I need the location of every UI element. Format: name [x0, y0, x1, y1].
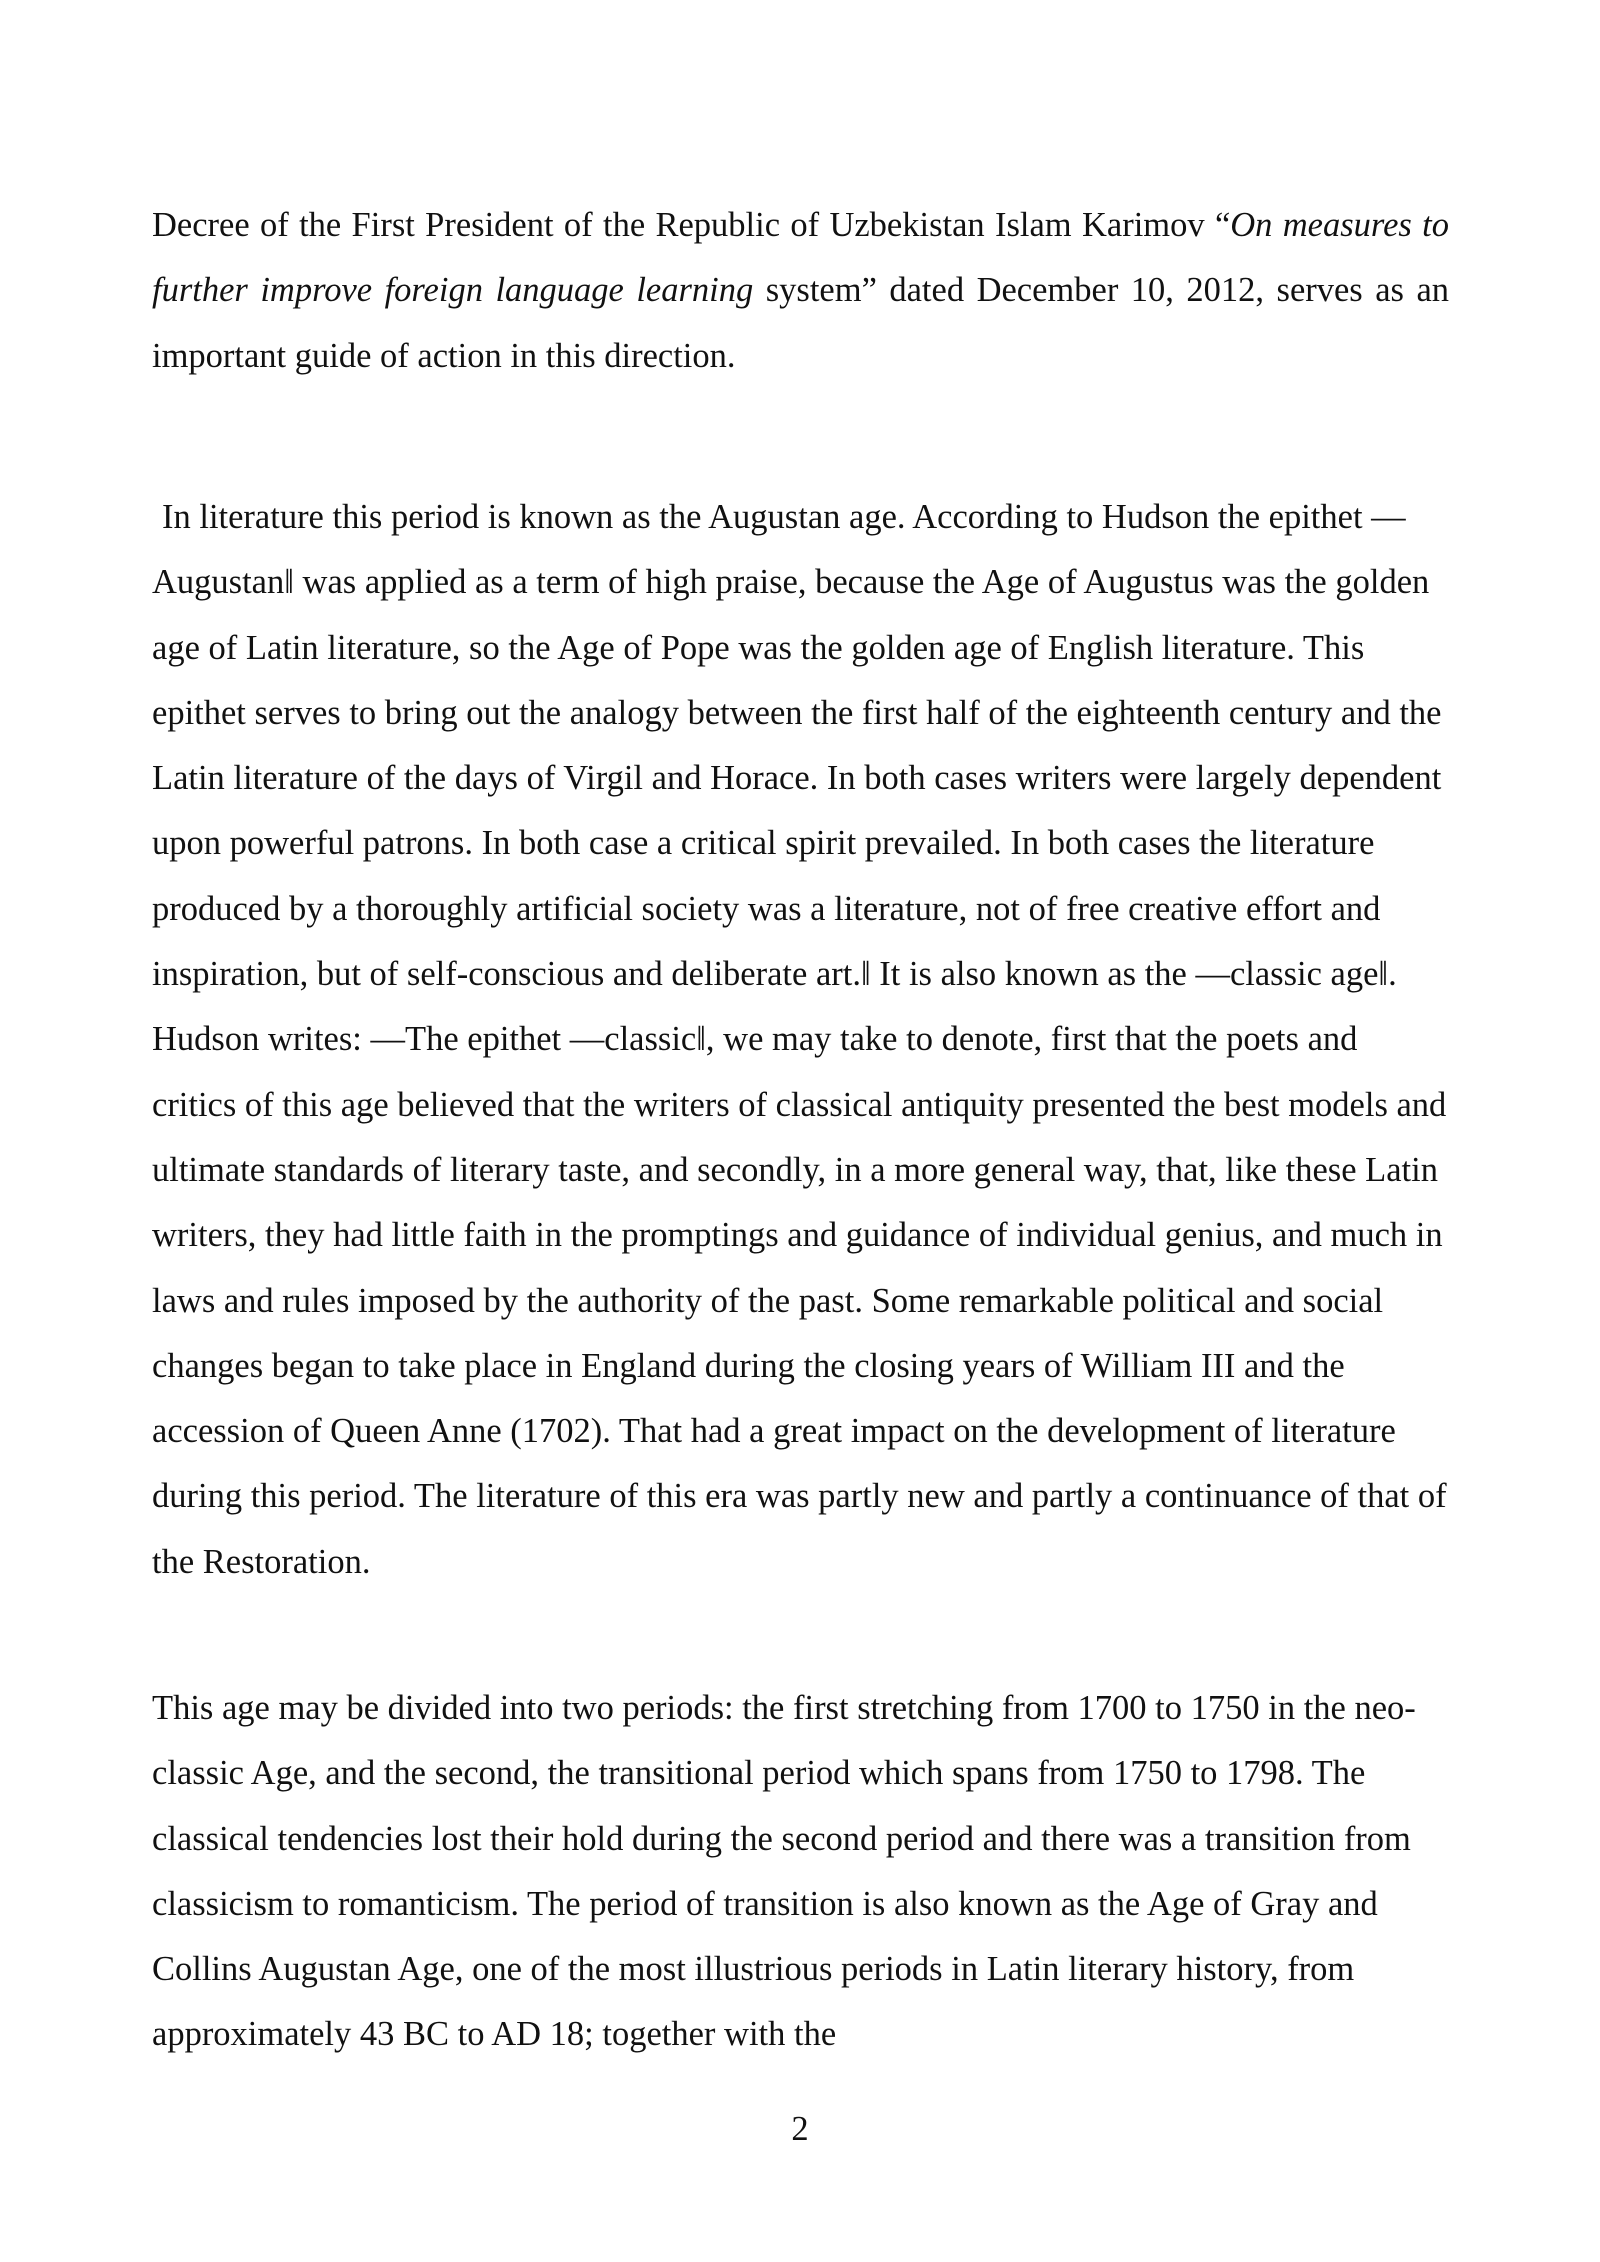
paragraph-augustan-age — [152, 485, 1449, 1595]
two-periods-text: This age may be divided into two periods: the first stretching from 1700 to 1750 in the neo-classic Age, and the second, the transitional period which spans from 1750 to 1798. The classical tendencies lost their hold during the second period and there was a transition from classicism to romanticism. The period of transition is also known as the Age of Gray and Collins Augustan Age, one of the most illustrious periods in Latin literary history, from approximately 43 BC to AD 18; together with the — [152, 1689, 1416, 2054]
page-number: 2 — [791, 2110, 809, 2148]
decree-title-italic: On measures to further improve foreign language learning — [152, 206, 1449, 310]
augustan-age-text: In literature this period is known as the Augustan age. According to Hudson the epithet —Augustan‖ was applied as a term of high praise, because the Age of Augustus was the golden age of Latin literature, so the Age of Pope was the golden age of English literature. This epithet serves to bring out the analogy between the first half of the eighteenth century and the Latin literature of the days of Virgil and Horace. In both cases writers were largely dependent upon powerful patrons. In both case a critical spirit prevailed. In both cases the literature produced by a thoroughly artificial society was a literature, not of free creative effort and inspiration, but of self-conscious and deliberate art.‖ It is also known as the —classic age‖. Hudson writes: —The epithet —classic‖, we may take to denote, first that the poets and critics of this age believed that the writers of classical antiquity presented the best models and ultimate standards of literary taste, and secondly, in a more general way, that, like these Latin writers, they had little faith in the promptings and guidance of individual genius, and much in laws and rules imposed by the authority of the past. Some remarkable political and social changes began to take place in England during the closing years of William III and the accession of Queen Anne (1702). That had a great impact on the development of literature during this period. The literature of this era was partly new and partly a continuance of that of the Restoration. — [152, 498, 1447, 1581]
paragraph-decree — [152, 193, 1449, 389]
paragraph-two-periods — [152, 1676, 1449, 2068]
decree-text-before: Decree of the First President of the Republic of Uzbekistan Islam Karimov “ — [152, 206, 1231, 244]
decree-text-after: system” dated December 10, 2012, serves as an important guide of action in this direction. — [152, 271, 1450, 375]
